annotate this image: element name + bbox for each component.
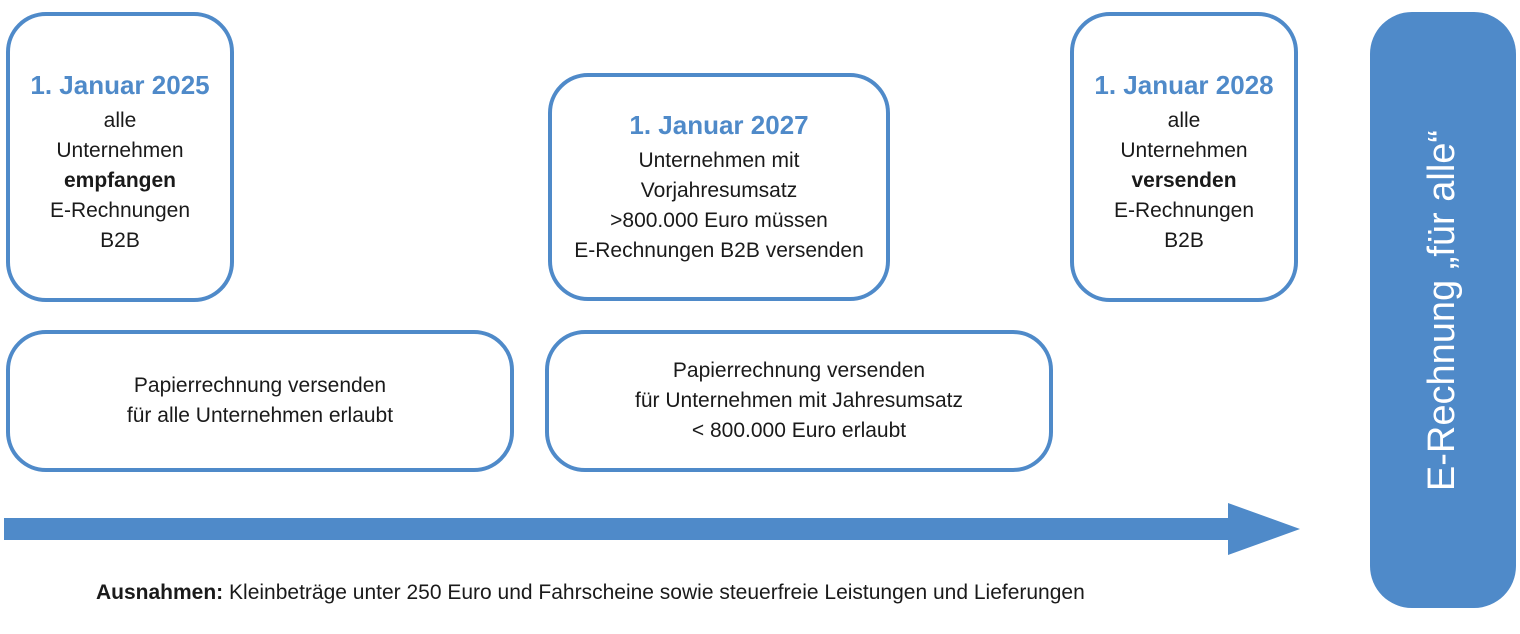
side-banner-text: E-Rechnung „für alle“ [1421,129,1464,491]
paper-box-2-line1: Papierrechnung versenden [672,359,926,382]
milestone-2027-box [548,73,890,301]
milestone-2028-line3 [1131,166,1236,196]
milestone-2025-date: 1. Januar 2025 [30,70,210,100]
paper-invoice-box-all [6,330,514,472]
exceptions-label: Ausnahmen: [96,581,224,604]
milestone-2028-line4: E-Rechnungen [1113,199,1255,222]
milestone-2025-box [6,12,234,302]
paper-invoice-box-small [545,330,1053,472]
paper-box-1-line2: für alle Unternehmen erlaubt [126,404,394,427]
milestone-2028-date: 1. Januar 2028 [1094,70,1274,100]
exceptions-text: Kleinbeträge unter 250 Euro und Fahrscheine sowie steuerfreie Leistungen und Lieferungen [223,581,1085,604]
milestone-2027-date: 1. Januar 2027 [629,110,809,140]
milestone-2028-keyword: versenden [1131,169,1237,192]
milestone-2025-keyword: empfangen [63,169,176,192]
milestone-2027-line2: Vorjahresumsatz [640,179,798,202]
milestone-2028-line2: Unternehmen [1120,139,1248,162]
paper-box-1-line1: Papierrechnung versenden [133,374,387,397]
timeline-arrow-shaft [4,518,1236,540]
timeline-arrow-head [1228,503,1300,555]
milestone-2025-line5: B2B [100,229,140,252]
milestone-2027-line1: Unternehmen mit [638,149,800,172]
milestone-2025-line1: alle [103,109,137,132]
timeline-arrow-icon [0,500,1310,560]
paper-box-2-line3: < 800.000 Euro erlaubt [691,419,907,442]
milestone-2028-box [1070,12,1298,302]
paper-box-2-line2: für Unternehmen mit Jahresumsatz [635,389,963,412]
milestone-2028-line5: B2B [1164,229,1204,252]
milestone-2028-line1: alle [1167,109,1201,132]
milestone-2025-line4: E-Rechnungen [49,199,191,222]
exceptions-footnote [96,578,1085,608]
milestone-2027-line4: E-Rechnungen B2B versenden [574,239,864,262]
milestone-2027-line3: >800.000 Euro müssen [610,209,828,232]
side-banner [1370,12,1516,608]
milestone-2025-line3 [64,166,176,196]
milestone-2025-line2: Unternehmen [56,139,184,162]
